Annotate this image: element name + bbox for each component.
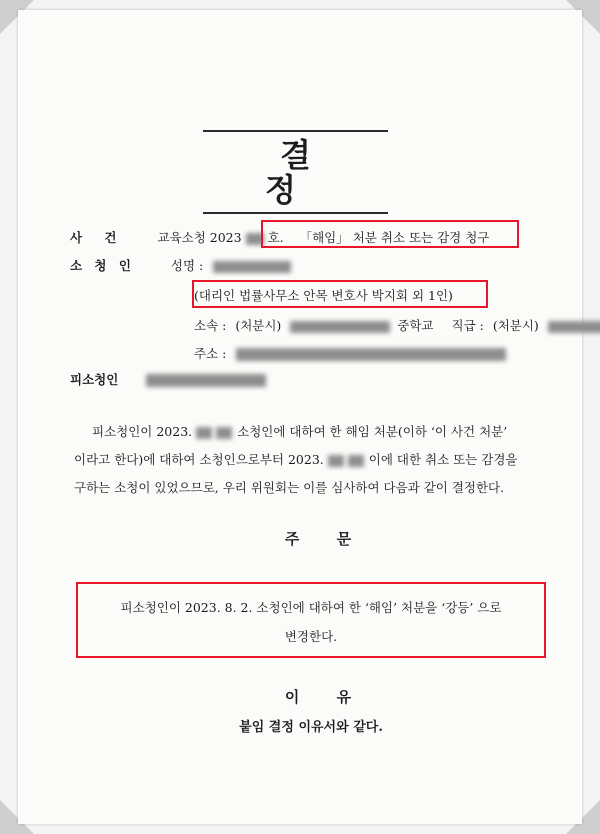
redacted-case-number [246, 233, 264, 245]
redacted-date-month-1 [196, 427, 212, 439]
paragraph-line3: 구하는 소청이 있었으므로, 우리 위원회는 이를 심사하여 다음과 같이 결정한다. [74, 480, 505, 495]
redacted-position [548, 321, 600, 333]
redacted-date-day-1 [216, 427, 232, 439]
field-position-value: (처분시) [492, 318, 539, 333]
order-text [88, 593, 534, 651]
document-page [18, 10, 582, 824]
field-agent [194, 286, 453, 304]
page-title: 결 정 [203, 130, 388, 214]
field-case-value-prefix: 교육소청 2023 [157, 230, 242, 245]
redacted-applicant-name [213, 261, 291, 273]
field-applicant-name-label: 성명 : [170, 258, 204, 273]
field-respondent [70, 370, 266, 388]
section-heading-order: 주 문 [284, 530, 368, 548]
field-agent-text: (대리인 법률사무소 안목 변호사 박지회 외 1인) [194, 288, 453, 303]
redacted-address [236, 348, 506, 361]
field-affiliation-label: 소속 : [194, 318, 227, 333]
paragraph-line1-b: 소청인에 대하여 한 해임 처분(이하 ‘이 사건 처분’ [237, 424, 508, 439]
field-applicant [70, 256, 291, 274]
field-address [194, 344, 506, 362]
field-position-label: 직급 : [451, 318, 484, 333]
paragraph-line2-b: 이에 대한 취소 또는 감경을 [368, 452, 518, 467]
paragraph-line2-a: 이라고 한다)에 대하여 소청인으로부터 2023. [74, 452, 324, 467]
field-case-highlight-text: 「해임」 처분 취소 또는 감경 청구 [299, 230, 490, 245]
redacted-date-month-2 [328, 455, 344, 467]
order-text-line1: 피소청인이 2023. 8. 2. 소청인에 대하여 한 ‘해임’ 처분을 ‘강등’ 으로 [120, 600, 502, 615]
field-applicant-label: 소 청 인 [70, 258, 135, 273]
field-case-value-mid: 호. [267, 230, 284, 245]
section-heading-reason: 이 유 [284, 688, 368, 706]
redacted-date-day-2 [348, 455, 364, 467]
redacted-affiliation [290, 321, 390, 333]
field-affiliation-school: 중학교 [397, 318, 434, 333]
field-address-label: 주소 : [194, 346, 227, 361]
paragraph-line1-a: 피소청인이 2023. [92, 424, 193, 439]
field-case [70, 228, 489, 246]
field-affiliation-value: (처분시) [235, 318, 282, 333]
field-case-label: 사 건 [70, 230, 126, 245]
reason-text: 붙임 결정 이유서와 같다. [239, 720, 383, 735]
field-respondent-label: 피소청인 [70, 372, 119, 387]
redacted-respondent [146, 374, 266, 387]
field-affiliation [194, 316, 600, 334]
order-text-line2: 변경한다. [284, 629, 338, 644]
body-paragraph [74, 418, 552, 502]
